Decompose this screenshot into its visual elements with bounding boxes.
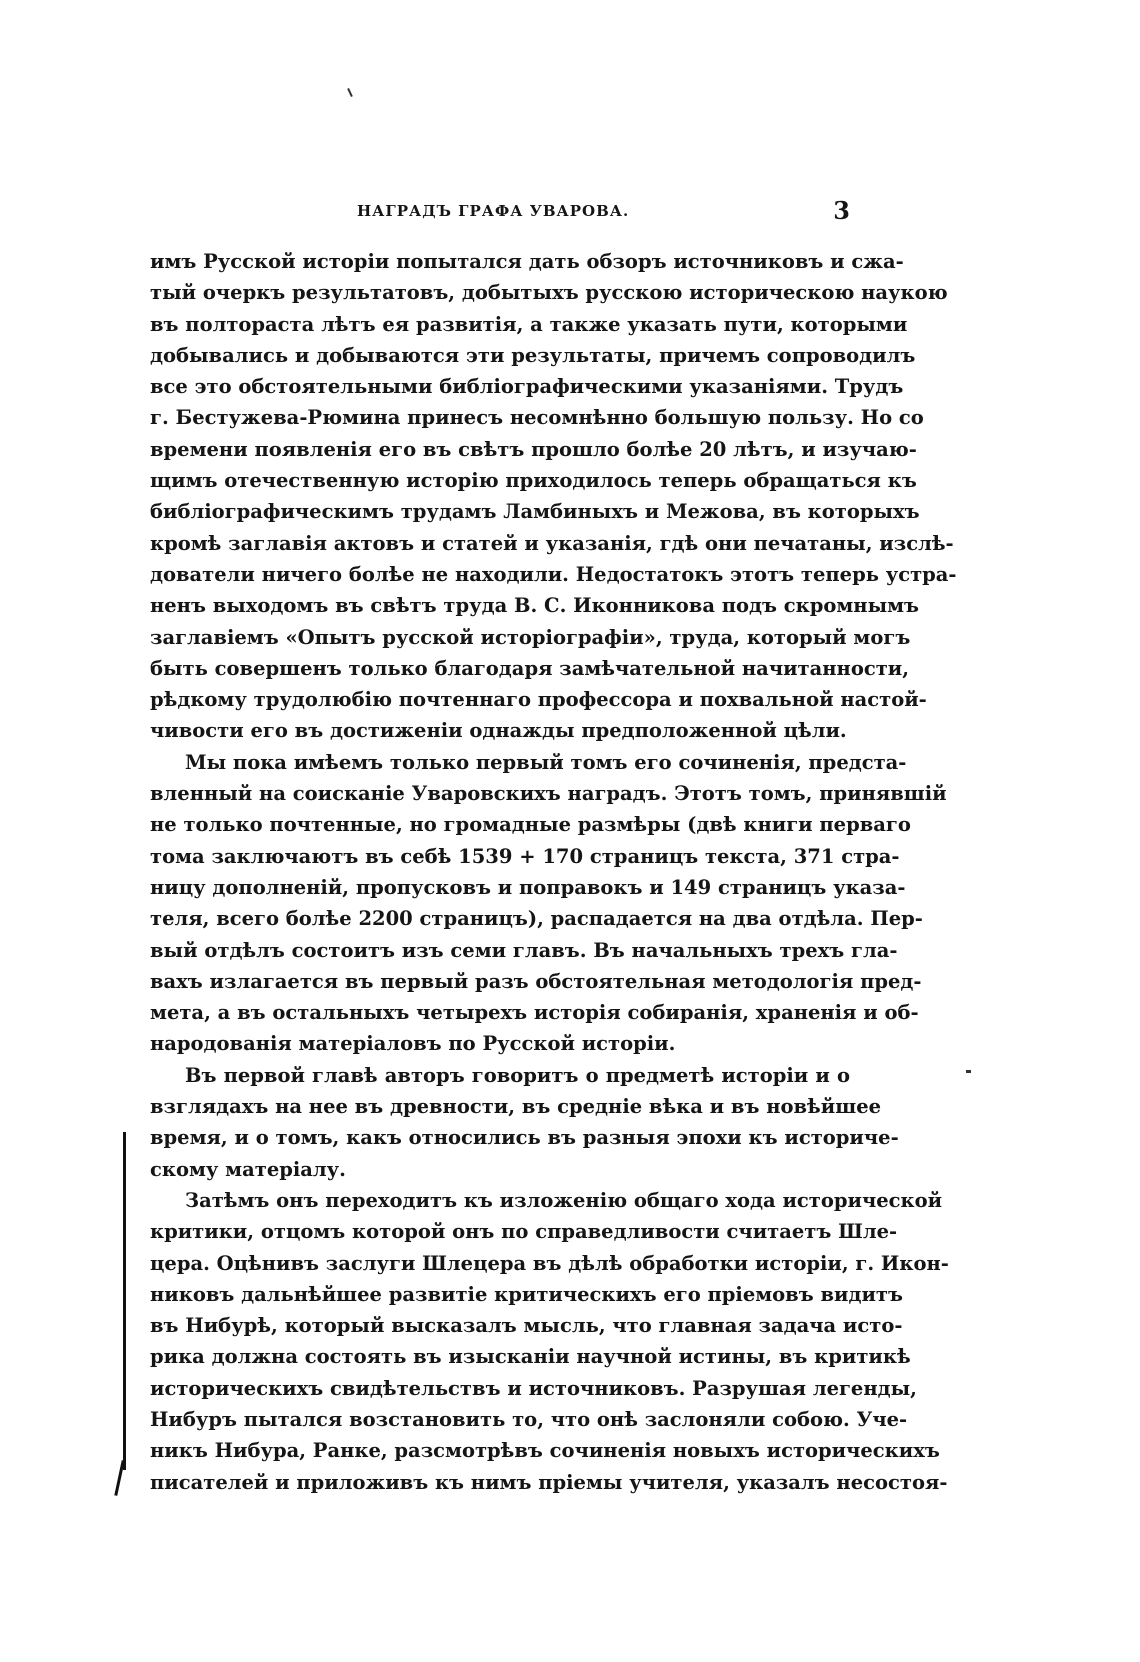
text-line: быть совершенъ только благодаря замѣчательной начитанности,	[150, 656, 910, 680]
text-line: историческихъ свидѣтельствъ и источниковъ. Разрушая легенды,	[150, 1376, 917, 1400]
text-line: г. Бестужева-Рюмина принесъ несомнѣнно большую пользу. Но со	[150, 406, 924, 430]
text-line: заглавіемъ «Опытъ русской исторіографіи», труда, который могъ	[150, 625, 911, 649]
text-line: все это обстоятельными библіографическими указаніями. Трудъ	[150, 375, 904, 399]
margin-line-tail	[114, 1460, 124, 1496]
text-line: Въ первой главѣ авторъ говоритъ о предметѣ исторіи и о	[185, 1063, 850, 1087]
text-line: ницу дополненій, пропусковъ и поправокъ и 149 страницъ указа-	[150, 875, 906, 899]
stray-mark	[347, 88, 353, 97]
text-line: времени появленія его въ свѣтъ прошло болѣе 20 лѣтъ, и изучаю-	[150, 437, 917, 461]
text-line: щимъ отечественную исторію приходилось теперь обращаться къ	[150, 469, 917, 493]
text-line: вый отдѣлъ состоитъ изъ семи главъ. Въ начальныхъ трехъ гла-	[150, 938, 898, 962]
stray-mark-right	[966, 1070, 971, 1073]
text-line: Мы пока имѣемъ только первый томъ его сочиненія, предста-	[185, 750, 907, 774]
text-line: теля, всего болѣе 2200 страницъ), распадается на два отдѣла. Пер-	[150, 907, 923, 931]
text-line: народованія матеріаловъ по Русской исторіи.	[150, 1032, 676, 1056]
text-line: время, и о томъ, какъ относились въ разныя эпохи къ историче-	[150, 1126, 899, 1150]
text-line: мета, а въ остальныхъ четырехъ исторія собиранія, храненія и об-	[150, 1001, 919, 1025]
text-line: скому матеріалу.	[150, 1157, 346, 1181]
text-line: не только почтенные, но громадные размѣры (двѣ книги перваго	[150, 813, 911, 837]
page-number: 3	[833, 196, 850, 225]
text-line: рѣдкому трудолюбію почтеннаго профессора и похвальной настой-	[150, 688, 927, 712]
text-line: дователи ничего болѣе не находили. Недостатокъ этотъ теперь устра-	[150, 562, 957, 586]
text-line: чивости его въ достиженіи однажды предположенной цѣли.	[150, 719, 847, 743]
text-line: добывались и добываются эти результаты, причемъ сопроводилъ	[150, 343, 916, 367]
text-line: цера. Оцѣнивъ заслуги Шлецера въ дѣлѣ обработки исторіи, г. Икон-	[150, 1251, 949, 1275]
text-line: рика должна состоять въ изысканіи научной истины, въ критикѣ	[150, 1345, 911, 1369]
body-text	[150, 246, 957, 1498]
text-line: имъ Русской исторіи попытался дать обзоръ источниковъ и сжа-	[150, 250, 904, 273]
text-line: Затѣмъ онъ переходитъ къ изложенію общаго хода исторической	[185, 1188, 943, 1212]
page-header	[150, 196, 850, 226]
text-line: Нибуръ пытался возстановить то, что онѣ заслоняли собою. Уче-	[150, 1407, 908, 1431]
text-line: никъ Нибура, Ранке, разсмотрѣвъ сочиненія новыхъ историческихъ	[150, 1439, 940, 1463]
text-line: кромѣ заглавія актовъ и статей и указанія, гдѣ они печатаны, изслѣ-	[150, 531, 954, 555]
text-line: взглядахъ на нее въ древности, въ средніе вѣка и въ новѣйшее	[150, 1095, 882, 1119]
text-line: въ Нибурѣ, который высказалъ мысль, что главная задача исто-	[150, 1314, 903, 1338]
text-line: вахъ излагается въ первый разъ обстоятельная методологія пред-	[150, 969, 922, 993]
text-line: вленный на соисканіе Уваровскихъ наградъ. Этотъ томъ, принявшій	[150, 782, 947, 806]
text-line: тома заключаютъ въ себѣ 1539 + 170 страницъ текста, 371 стра-	[150, 844, 900, 868]
running-title: НАГРАДЪ ГРАФА УВАРОВА.	[357, 202, 630, 220]
text-line: никовъ дальнѣйшее развитіе критическихъ его пріемовъ видитъ	[150, 1282, 903, 1306]
text-line: критики, отцомъ которой онъ по справедливости считаетъ Шле-	[150, 1220, 898, 1244]
text-line: тый очеркъ результатовъ, добытыхъ русскою историческою наукою	[150, 281, 948, 305]
text-line: ненъ выходомъ въ свѣтъ труда В. С. Иконникова подъ скромнымъ	[150, 594, 920, 618]
margin-line	[123, 1132, 126, 1470]
text-line: писателей и приложивъ къ нимъ пріемы учителя, указалъ несостоя-	[150, 1470, 948, 1494]
text-line: библіографическимъ трудамъ Ламбиныхъ и Межова, въ которыхъ	[150, 500, 920, 524]
text-line: въ полтораста лѣтъ ея развитія, а также указать пути, которыми	[150, 312, 908, 336]
